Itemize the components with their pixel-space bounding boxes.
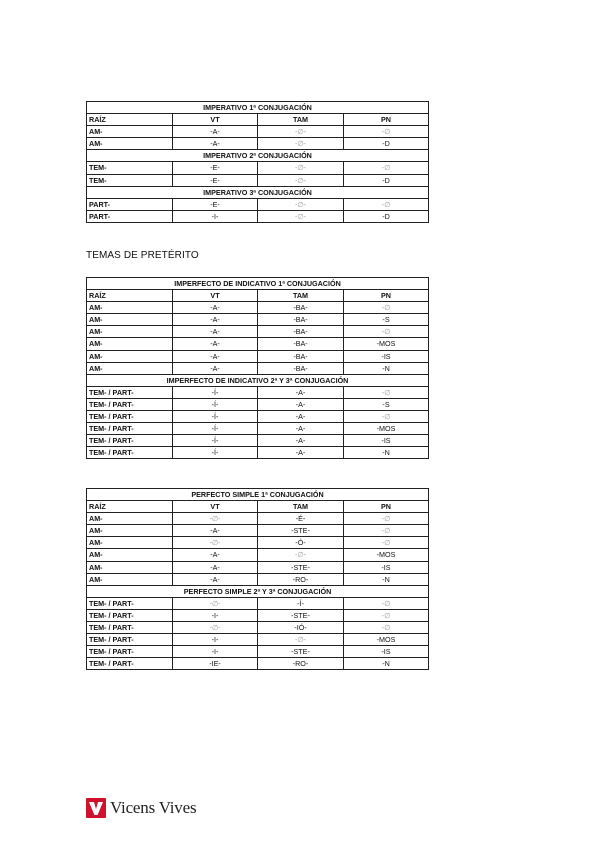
table-title: IMPERATIVO 3ª CONJUGACIÓN bbox=[87, 186, 429, 198]
table-row bbox=[87, 597, 429, 609]
table-cell: -MOS bbox=[344, 634, 429, 646]
table-cell: -A- bbox=[173, 549, 258, 561]
column-header: VT bbox=[173, 290, 258, 302]
column-header: RAÍZ bbox=[87, 501, 173, 513]
section-heading-preterite: TEMAS DE PRETÉRITO bbox=[86, 250, 199, 261]
table-cell: -IE- bbox=[173, 658, 258, 670]
table-cell: TEM- / PART- bbox=[87, 411, 173, 423]
table-cell: -D bbox=[344, 174, 429, 186]
table-cell: -A- bbox=[173, 126, 258, 138]
table-cell: TEM- bbox=[87, 162, 173, 174]
table-cell: -A- bbox=[173, 338, 258, 350]
table-cell: -∅- bbox=[258, 126, 344, 138]
table-cell: -∅- bbox=[258, 162, 344, 174]
table-cell: -BA- bbox=[258, 326, 344, 338]
table-cell: -N bbox=[344, 362, 429, 374]
table-cell: AM- bbox=[87, 138, 173, 150]
table-cell: -BA- bbox=[258, 302, 344, 314]
table-row bbox=[87, 537, 429, 549]
table-title-row bbox=[87, 102, 429, 114]
table-cell: -S bbox=[344, 314, 429, 326]
column-header: VT bbox=[173, 114, 258, 126]
table-row bbox=[87, 174, 429, 186]
table-cell: AM- bbox=[87, 513, 173, 525]
table-cell: TEM- / PART- bbox=[87, 398, 173, 410]
table-cell: -S bbox=[344, 398, 429, 410]
table-cell: -IS bbox=[344, 350, 429, 362]
table-cell: -A- bbox=[173, 525, 258, 537]
table-title-row bbox=[87, 150, 429, 162]
table-row bbox=[87, 386, 429, 398]
table-cell: -Í- bbox=[173, 411, 258, 423]
table-cell: TEM- / PART- bbox=[87, 646, 173, 658]
table-cell: AM- bbox=[87, 326, 173, 338]
column-header: PN bbox=[344, 501, 429, 513]
table-cell: -A- bbox=[258, 386, 344, 398]
table-cell: TEM- / PART- bbox=[87, 386, 173, 398]
table-row bbox=[87, 646, 429, 658]
table-cell: -A- bbox=[258, 398, 344, 410]
table-cell: -BA- bbox=[258, 338, 344, 350]
table-cell: -Ó- bbox=[258, 537, 344, 549]
table-cell: -I- bbox=[173, 646, 258, 658]
table-cell: -E- bbox=[173, 174, 258, 186]
table-cell: AM- bbox=[87, 338, 173, 350]
table-title-row bbox=[87, 489, 429, 501]
table-cell: -A- bbox=[173, 362, 258, 374]
table-cell: TEM- / PART- bbox=[87, 423, 173, 435]
column-header: TAM bbox=[258, 114, 344, 126]
table-cell: -N bbox=[344, 658, 429, 670]
table-cell: -A- bbox=[173, 314, 258, 326]
table-cell: -I- bbox=[173, 609, 258, 621]
table-cell: -∅ bbox=[344, 326, 429, 338]
table-cell: AM- bbox=[87, 362, 173, 374]
table-cell: -BA- bbox=[258, 314, 344, 326]
table-cell: TEM- bbox=[87, 174, 173, 186]
table-cell: -∅- bbox=[173, 622, 258, 634]
table-cell: -N bbox=[344, 447, 429, 459]
table-title: IMPERFECTO DE INDICATIVO 2ª Y 3ª CONJUGACIÓN bbox=[87, 374, 429, 386]
table-cell: -∅- bbox=[258, 174, 344, 186]
table-cell: -∅ bbox=[344, 513, 429, 525]
table-row bbox=[87, 561, 429, 573]
table-cell: -∅ bbox=[344, 386, 429, 398]
table-cell: -IS bbox=[344, 435, 429, 447]
table-row bbox=[87, 435, 429, 447]
table-row bbox=[87, 622, 429, 634]
column-header: TAM bbox=[258, 290, 344, 302]
table-cell: AM- bbox=[87, 350, 173, 362]
table-cell: TEM- / PART- bbox=[87, 658, 173, 670]
table-cell: -Í- bbox=[173, 398, 258, 410]
table-cell: AM- bbox=[87, 561, 173, 573]
column-header: PN bbox=[344, 290, 429, 302]
column-header-row bbox=[87, 501, 429, 513]
table-row bbox=[87, 525, 429, 537]
table-cell: -∅- bbox=[173, 537, 258, 549]
table-cell: -∅- bbox=[258, 549, 344, 561]
table-row bbox=[87, 314, 429, 326]
table-cell: -∅ bbox=[344, 302, 429, 314]
table-cell: AM- bbox=[87, 549, 173, 561]
table-cell: AM- bbox=[87, 573, 173, 585]
table-cell: -IS bbox=[344, 646, 429, 658]
table-cell: -A- bbox=[173, 302, 258, 314]
table-row bbox=[87, 513, 429, 525]
table-cell: TEM- / PART- bbox=[87, 622, 173, 634]
table-cell: PART- bbox=[87, 210, 173, 222]
column-header: RAÍZ bbox=[87, 114, 173, 126]
table-cell: -STE- bbox=[258, 646, 344, 658]
table-cell: -A- bbox=[258, 435, 344, 447]
table-cell: -STE- bbox=[258, 561, 344, 573]
table-cell: -BA- bbox=[258, 362, 344, 374]
table-cell: -Í- bbox=[173, 423, 258, 435]
table-cell: TEM- / PART- bbox=[87, 609, 173, 621]
table-cell: -∅ bbox=[344, 411, 429, 423]
table-cell: -A- bbox=[173, 573, 258, 585]
table-row bbox=[87, 423, 429, 435]
table-title-row bbox=[87, 374, 429, 386]
table-cell: -A- bbox=[173, 561, 258, 573]
table-cell: -Í- bbox=[173, 435, 258, 447]
table-title: IMPERATIVO 2ª CONJUGACIÓN bbox=[87, 150, 429, 162]
table-cell: -∅ bbox=[344, 537, 429, 549]
table-cell: -∅ bbox=[344, 126, 429, 138]
table-cell: -I- bbox=[173, 210, 258, 222]
table-cell: -∅- bbox=[258, 138, 344, 150]
table-cell: -MOS bbox=[344, 423, 429, 435]
column-header: RAÍZ bbox=[87, 290, 173, 302]
table-row bbox=[87, 658, 429, 670]
table-row bbox=[87, 350, 429, 362]
table-cell: AM- bbox=[87, 314, 173, 326]
table-cell: TEM- / PART- bbox=[87, 597, 173, 609]
table-row bbox=[87, 138, 429, 150]
table-cell: -D bbox=[344, 210, 429, 222]
table-row bbox=[87, 162, 429, 174]
table-cell: AM- bbox=[87, 302, 173, 314]
table-cell: -∅- bbox=[173, 513, 258, 525]
table-cell: -E- bbox=[173, 162, 258, 174]
table-cell: -A- bbox=[258, 447, 344, 459]
table-row bbox=[87, 609, 429, 621]
table-cell: -A- bbox=[258, 411, 344, 423]
imperfect-table bbox=[86, 277, 429, 459]
table-cell: -∅- bbox=[258, 634, 344, 646]
table-row bbox=[87, 573, 429, 585]
table-title-row bbox=[87, 585, 429, 597]
table-cell: -∅ bbox=[344, 162, 429, 174]
table-cell: TEM- / PART- bbox=[87, 435, 173, 447]
table-row bbox=[87, 198, 429, 210]
table-row bbox=[87, 411, 429, 423]
vicens-vives-logo-icon bbox=[86, 798, 106, 818]
table-cell: AM- bbox=[87, 525, 173, 537]
table-cell: -RO- bbox=[258, 573, 344, 585]
brand-name: Vicens Vives bbox=[110, 798, 197, 817]
brand-logo bbox=[86, 798, 196, 818]
table-cell: -D bbox=[344, 138, 429, 150]
table-row bbox=[87, 126, 429, 138]
table-cell: PART- bbox=[87, 198, 173, 210]
table-cell: -RO- bbox=[258, 658, 344, 670]
table-row bbox=[87, 326, 429, 338]
table-cell: -É- bbox=[258, 513, 344, 525]
table-title-row bbox=[87, 278, 429, 290]
table-cell: -A- bbox=[258, 423, 344, 435]
table-cell: -∅ bbox=[344, 525, 429, 537]
table-cell: -A- bbox=[173, 326, 258, 338]
table-cell: -BA- bbox=[258, 350, 344, 362]
table-cell: -∅- bbox=[173, 597, 258, 609]
table-row bbox=[87, 338, 429, 350]
table-cell: -E- bbox=[173, 198, 258, 210]
table-cell: -∅ bbox=[344, 597, 429, 609]
column-header: TAM bbox=[258, 501, 344, 513]
imperative-table bbox=[86, 101, 429, 223]
table-cell: -A- bbox=[173, 350, 258, 362]
table-cell: TEM- / PART- bbox=[87, 447, 173, 459]
table-cell: -∅ bbox=[344, 622, 429, 634]
table-cell: -∅ bbox=[344, 198, 429, 210]
table-cell: -MOS bbox=[344, 549, 429, 561]
table-cell: -MOS bbox=[344, 338, 429, 350]
table-cell: AM- bbox=[87, 126, 173, 138]
column-header-row bbox=[87, 290, 429, 302]
table-title: IMPERATIVO 1ª CONJUGACIÓN bbox=[87, 102, 429, 114]
table-cell: TEM- / PART- bbox=[87, 634, 173, 646]
table-row bbox=[87, 549, 429, 561]
table-row bbox=[87, 447, 429, 459]
table-cell: -I- bbox=[173, 634, 258, 646]
table-title: PERFECTO SIMPLE 1ª CONJUGACIÓN bbox=[87, 489, 429, 501]
table-row bbox=[87, 210, 429, 222]
table-row bbox=[87, 398, 429, 410]
column-header-row bbox=[87, 114, 429, 126]
table-title: IMPERFECTO DE INDICATIVO 1ª CONJUGACIÓN bbox=[87, 278, 429, 290]
table-cell: -IÓ- bbox=[258, 622, 344, 634]
table-cell: -Í- bbox=[173, 386, 258, 398]
column-header: VT bbox=[173, 501, 258, 513]
table-cell: -A- bbox=[173, 138, 258, 150]
table-cell: AM- bbox=[87, 537, 173, 549]
table-title-row bbox=[87, 186, 429, 198]
perfect-table bbox=[86, 488, 429, 670]
table-cell: -Í- bbox=[258, 597, 344, 609]
table-title: PERFECTO SIMPLE 2ª Y 3ª CONJUGACIÓN bbox=[87, 585, 429, 597]
table-cell: -Í- bbox=[173, 447, 258, 459]
table-cell: -N bbox=[344, 573, 429, 585]
table-row bbox=[87, 634, 429, 646]
table-row bbox=[87, 362, 429, 374]
table-cell: -∅- bbox=[258, 210, 344, 222]
table-row bbox=[87, 302, 429, 314]
table-cell: -∅ bbox=[344, 609, 429, 621]
column-header: PN bbox=[344, 114, 429, 126]
table-cell: -∅- bbox=[258, 198, 344, 210]
table-cell: -IS bbox=[344, 561, 429, 573]
table-cell: -STE- bbox=[258, 525, 344, 537]
table-cell: -STE- bbox=[258, 609, 344, 621]
